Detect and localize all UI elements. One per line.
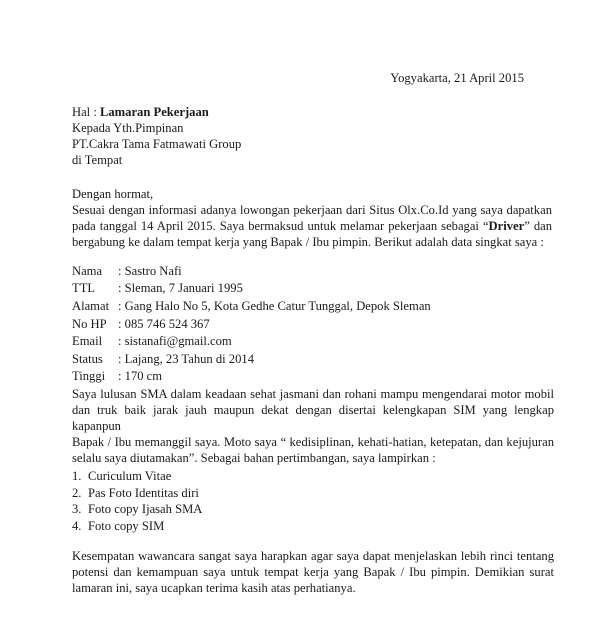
data-value: : sistanafi@gmail.com bbox=[118, 334, 232, 349]
data-label: No HP bbox=[72, 316, 107, 331]
paragraph-line: bergabung ke dalam tempat kerja yang Bapak / Ibu pimpin. Berikut adalah data singkat saya : bbox=[72, 235, 544, 249]
data-row bbox=[72, 350, 552, 368]
recipient-block bbox=[72, 120, 552, 168]
greeting: Dengan hormat, bbox=[72, 187, 154, 201]
list-item bbox=[72, 518, 552, 535]
data-row bbox=[72, 368, 552, 386]
data-row bbox=[72, 297, 552, 315]
data-row bbox=[72, 280, 552, 298]
paragraph-closing bbox=[72, 548, 554, 596]
list-number: 3. bbox=[72, 502, 82, 516]
paragraph-line: lamaran ini, saya ucapkan terima kasih atas perhatianya. bbox=[72, 581, 356, 595]
list-number: 2. bbox=[72, 485, 82, 500]
list-item bbox=[72, 485, 552, 502]
data-value: : 170 cm bbox=[118, 369, 163, 384]
paragraph-line: Sesuai dengan informasi adanya lowongan pekerjaan dari Situs Olx.Co.Id yang saya dapatkan bbox=[72, 203, 552, 217]
attachment-list bbox=[72, 468, 552, 534]
data-row bbox=[72, 262, 552, 280]
letter-subject bbox=[72, 104, 552, 120]
recipient-line: PT.Cakra Tama Fatmawati Group bbox=[72, 137, 242, 151]
paragraph-qualifications bbox=[72, 386, 554, 466]
list-text: Pas Foto Identitas diri bbox=[88, 485, 199, 500]
subject-prefix: Hal : bbox=[72, 105, 100, 119]
paragraph-intro bbox=[72, 202, 552, 250]
data-row bbox=[72, 315, 552, 333]
data-row bbox=[72, 332, 552, 350]
data-label: Tinggi bbox=[72, 369, 106, 384]
paragraph-line: potensi dan kemampuan saya untuk tempat kerja yang Bapak / Ibu pimpin. Demikian surat bbox=[72, 565, 554, 579]
list-item bbox=[72, 501, 552, 518]
data-value: : Lajang, 23 Tahun di 2014 bbox=[118, 351, 254, 366]
data-value: : 085 746 524 367 bbox=[118, 316, 210, 331]
list-text: Curiculum Vitae bbox=[88, 469, 172, 483]
list-number: 4. bbox=[72, 518, 82, 533]
list-item bbox=[72, 468, 552, 485]
data-value: : Sastro Nafi bbox=[118, 263, 182, 278]
paragraph-line: Saya lulusan SMA dalam keadaan sehat jasmani dan rohani mampu mengendarai motor mobil bbox=[72, 387, 554, 401]
recipient-line: di Tempat bbox=[72, 153, 123, 167]
list-text: Foto copy Ijasah SMA bbox=[88, 502, 203, 516]
data-label: Email bbox=[72, 334, 103, 349]
job-title: Driver bbox=[488, 219, 525, 233]
data-value: : Sleman, 7 Januari 1995 bbox=[118, 281, 243, 296]
paragraph-line: dan truk baik jarak jauh maupun dekat dengan disertai kelengkapan SIM yang lengkap kapanpun bbox=[72, 403, 554, 433]
subject-text: Lamaran Pekerjaan bbox=[99, 105, 209, 119]
paragraph-line: Kesempatan wawancara sangat saya harapkan agar saya dapat menjelaskan lebih rinci tentang bbox=[72, 549, 554, 563]
paragraph-line: pada tanggal 14 April 2015. Saya bermaksud untuk melamar pekerjaan sebagai “Driver” dan bbox=[72, 219, 553, 233]
recipient-line: Kepada Yth.Pimpinan bbox=[72, 121, 184, 135]
data-value: : Gang Halo No 5, Kota Gedhe Catur Tunggal, Depok Sleman bbox=[118, 298, 431, 313]
paragraph-line: Bapak / Ibu memanggil saya. Moto saya “ kedisiplinan, kehati-hatian, ketepatan, dan kejujuran bbox=[72, 435, 554, 449]
data-label: Alamat bbox=[72, 298, 110, 313]
letter-date: Yogyakarta, 21 April 2015 bbox=[390, 71, 524, 85]
personal-data-table bbox=[72, 262, 552, 385]
list-text: Foto copy SIM bbox=[88, 518, 165, 533]
list-number: 1. bbox=[72, 469, 82, 483]
data-label: TTL bbox=[72, 281, 96, 296]
data-label: Nama bbox=[72, 263, 103, 278]
paragraph-line: selalu saya diutamakan”. Sebagai bahan pertimbangan, saya lampirkan : bbox=[72, 451, 436, 465]
data-label: Status bbox=[72, 351, 103, 366]
